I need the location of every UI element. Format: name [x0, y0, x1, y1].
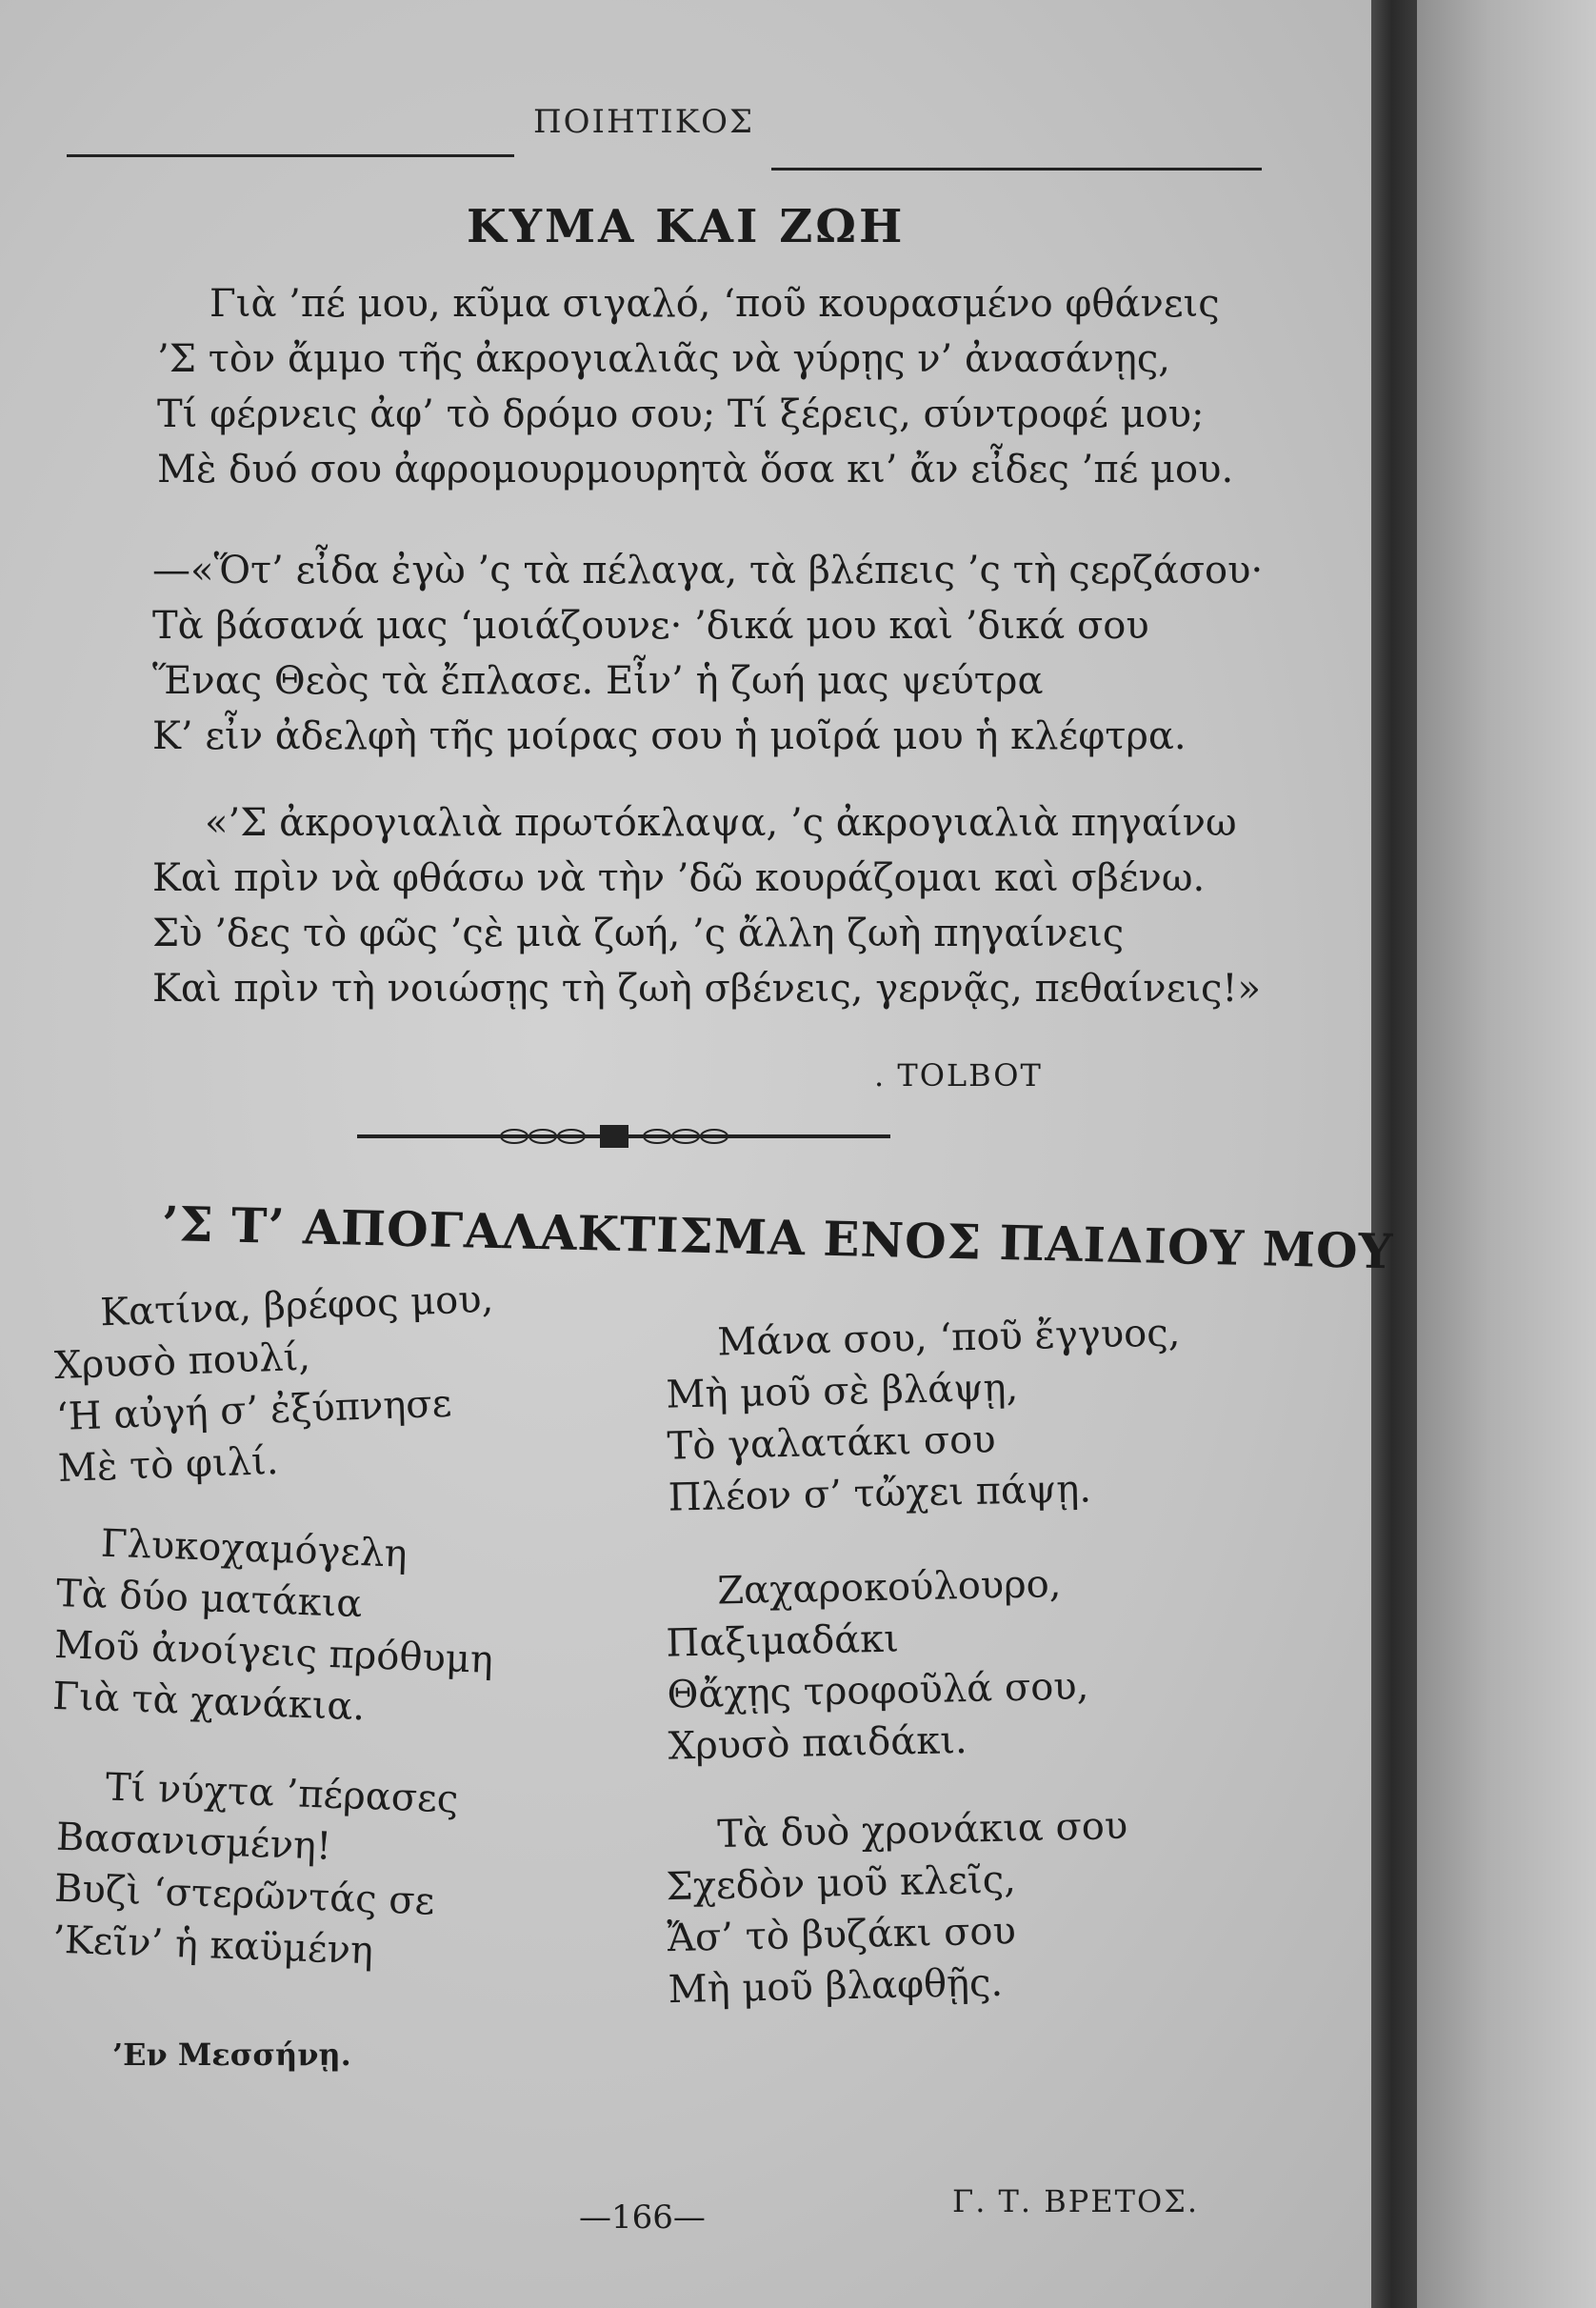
- poem-line: —«Ὅτ’ εἶδα ἐγὼ ’ς τὰ πέλαγα, τὰ βλέπεις ’ς τὴ ςερζάσου·: [152, 549, 1264, 592]
- poem2-right-stanza: [665, 1307, 1184, 1523]
- place-note: ’Εν Μεσσήνῃ.: [112, 2037, 351, 2073]
- poem-line: Ζαχαροκούλουρο,: [716, 1561, 1062, 1614]
- poem2-right-stanza: [665, 1557, 1090, 1772]
- running-head: ΠΟΙΗΤΙΚΟΣ: [533, 103, 755, 141]
- poem-line: ‘Η αὐγή σ’ ἐξύπνησε: [55, 1381, 453, 1440]
- header-rule-right: [771, 168, 1262, 171]
- poem2-left-stanza: [51, 1760, 459, 1980]
- facing-page-edge: [1417, 0, 1596, 2308]
- poem2-right-stanza: [665, 1800, 1131, 2016]
- poem2-author: Γ. Τ. ΒΡΕΤΟΣ.: [952, 2183, 1200, 2219]
- poem-line: «’Σ ἀκρογιαλιὰ πρωτόκλαψα, ’ς ἀκρογιαλιὰ πηγαίνω: [205, 801, 1237, 845]
- poem-line: Καὶ πρὶν τὴ νοιώσῃς τὴ ζωὴ σβένεις, γερνᾷς, πεθαίνεις!»: [152, 967, 1261, 1011]
- poem-line: Μοῦ ἀνοίγεις πρόθυμη: [53, 1622, 494, 1683]
- poem-line: Τί φέρνεις ἀφ’ τὸ δρόμο σου; Τί ξέρεις, σύντροφέ μου;: [157, 392, 1205, 436]
- poem1-title: ΚΥΜΑ ΚΑΙ ΖΩΗ: [467, 200, 906, 253]
- poem-line: Θἄχῃς τροφοῦλά σου,: [667, 1664, 1089, 1717]
- poem-line: Μάνα σου, ‘ποῦ ἔγγυος,: [716, 1311, 1181, 1365]
- poem-line: Χρυσὸ πουλί,: [53, 1335, 311, 1389]
- poem2-title: ’Σ Τ’ ΑΠΟΓΑΛΑΚΤΙΣΜΑ ΕΝΟΣ ΠΑΙΔΙΟΥ ΜΟΥ: [161, 1195, 1394, 1280]
- poem1-stanza: [152, 795, 1261, 1016]
- poem-line: Βασανισμένη!: [55, 1815, 332, 1869]
- poem-line: Ἕνας Θεὸς τὰ ἔπλασε. Εἶν’ ἡ ζωή μας ψεύτρα: [152, 659, 1044, 703]
- poem-line: Σὺ ’δες τὸ φῶς ’ςὲ μιὰ ζωή, ’ς ἄλλη ζωὴ πηγαίνεις: [152, 912, 1125, 955]
- poem-line: Χρυσὸ παιδάκι.: [668, 1718, 968, 1769]
- poem-line: Γιὰ ’πέ μου, κῦμα σιγαλό, ‘ποῦ κουρασμένο φθάνεις: [209, 282, 1220, 326]
- header-rule-left: [67, 154, 514, 157]
- poem-line: ’Σ τὸν ἄμμο τῆς ἀκρογιαλιᾶς νὰ γύρῃς ν’ ἀνασάνῃς,: [157, 337, 1171, 381]
- poem-line: Τὸ γαλατάκι σου: [667, 1417, 997, 1469]
- poem-line: Σχεδὸν μοῦ κλεῖς,: [666, 1857, 1017, 1910]
- poem-line: Μὴ μοῦ βλαφθῇς.: [668, 1960, 1004, 2013]
- poem-line: Κατίνα, βρέφος μου,: [99, 1276, 494, 1335]
- poem1-stanza: [157, 276, 1233, 497]
- poem-line: Μὲ δυό σου ἀφρομουρμουρητὰ ὅσα κι’ ἄν εἶδες ’πέ μου.: [157, 448, 1234, 492]
- poem-line: Μὲ τὸ φιλί.: [57, 1438, 280, 1492]
- page-number: —166—: [579, 2198, 706, 2237]
- poem-line: Παξιμαδάκι: [666, 1616, 900, 1666]
- poem2-left-stanza: [51, 1274, 499, 1495]
- poem-line: Τὰ δύο ματάκια: [55, 1571, 364, 1627]
- poem-line: Τὰ δυὸ χρονάκια σου: [716, 1803, 1128, 1856]
- poem1-author: . TOLBOT: [874, 1057, 1043, 1094]
- poem-line: Γιὰ τὰ χανάκια.: [51, 1674, 366, 1730]
- book-gutter: [1371, 0, 1417, 2308]
- poem-line: Γλυκοχαμόγελη: [100, 1521, 409, 1576]
- poem-line: Κ’ εἶν ἀδελφὴ τῆς μοίρας σου ἡ μοῖρά μου ἡ κλέφτρα.: [152, 714, 1187, 758]
- poem-line: Τὰ βάσανά μας ‘μοιάζουνε· ’δικά μου καὶ ’δικά σου: [152, 604, 1149, 648]
- poem-line: Βυζὶ ‘στερῶντάς σε: [53, 1866, 436, 1924]
- poem-line: Τί νύχτα ’πέρασες: [105, 1765, 460, 1822]
- poem1-stanza: [152, 543, 1263, 764]
- poem2-left-stanza: [51, 1516, 497, 1737]
- poem-line: Ἄσ’ τὸ βυζάκι σου: [667, 1909, 1017, 1961]
- poem-line: ’Κεῖν’ ἡ καϋμένη: [51, 1917, 374, 1974]
- poem-line: Πλέον σ’ τὤχει πάψῃ.: [668, 1467, 1092, 1520]
- ornamental-divider: [357, 1122, 890, 1151]
- poem-line: Καὶ πρὶν νὰ φθάσω νὰ τὴν ’δῶ κουράζομαι καὶ σβένω.: [152, 856, 1206, 900]
- poem-line: Μὴ μοῦ σὲ βλάψῃ,: [666, 1365, 1019, 1417]
